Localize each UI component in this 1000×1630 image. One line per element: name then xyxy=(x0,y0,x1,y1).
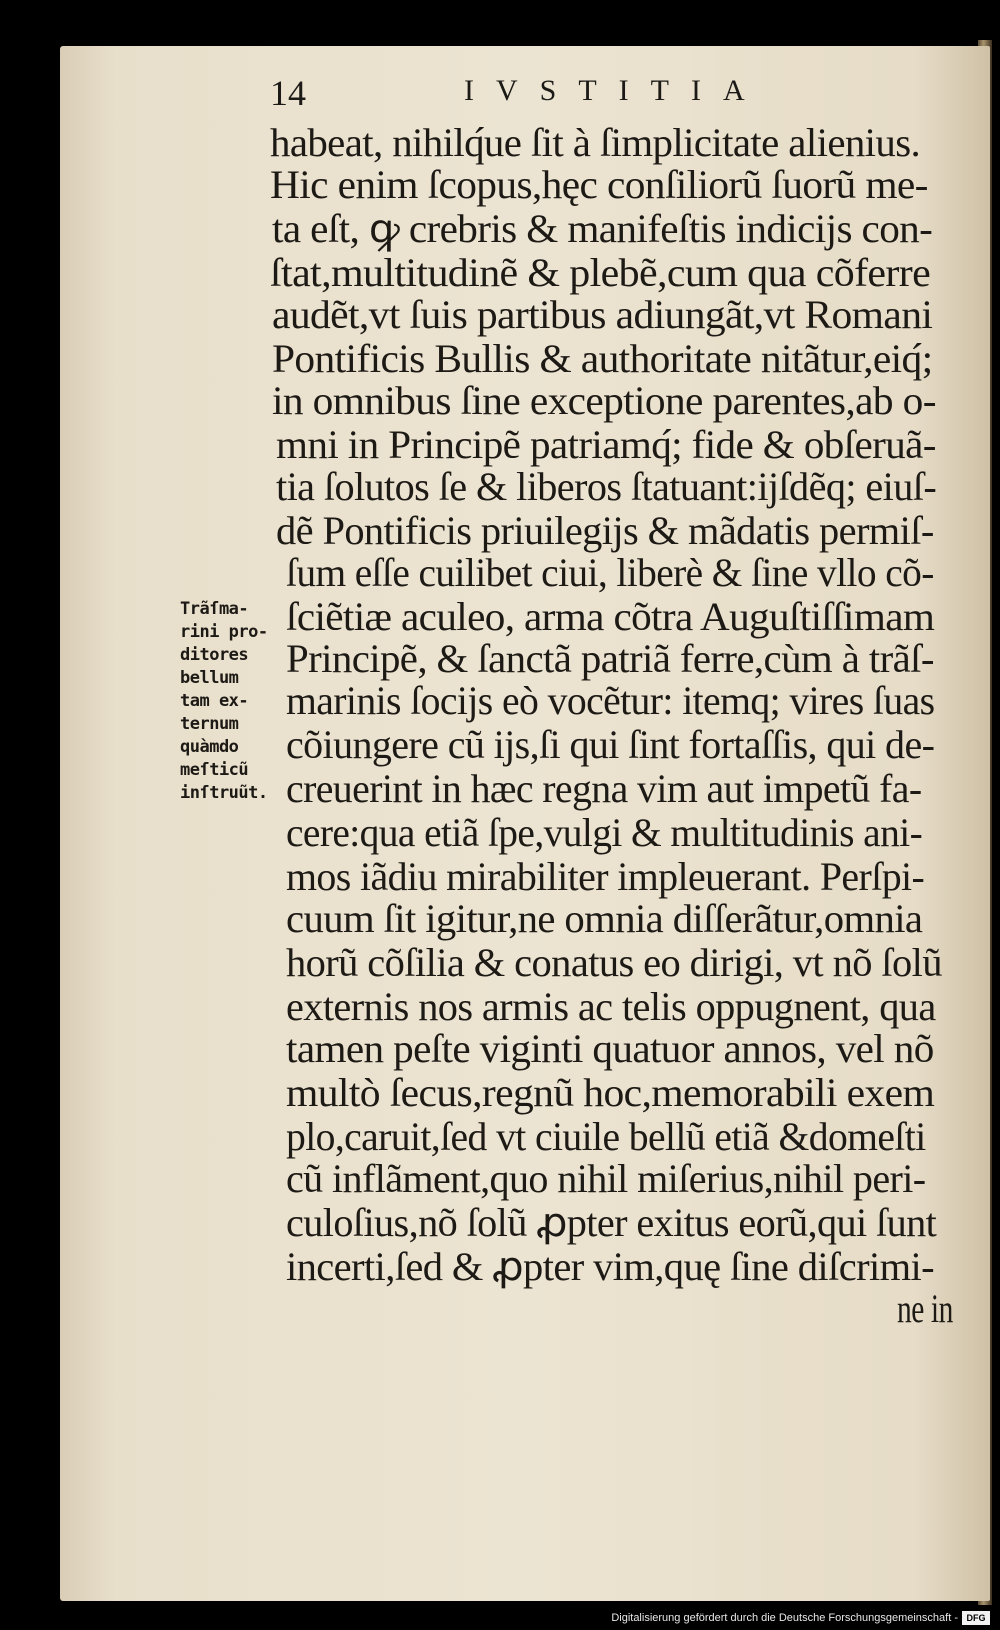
page-number: 14 xyxy=(270,73,306,113)
text-line: cuum ſit igitur,ne omnia diſſerãtur,omnia xyxy=(286,896,923,941)
text-line: culoſius,nõ ſolũ ꝓpter exitus eorũ,qui ſunt xyxy=(286,1200,937,1245)
marginal-note-line: ternum xyxy=(180,714,239,734)
text-line: Hic enim ſcopus,hęc conſiliorũ ſuorũ me- xyxy=(270,162,928,207)
dfg-logo: DFG xyxy=(962,1611,990,1625)
text-line: plo,caruit,ſed vt ciuile bellũ etiã &domeſti xyxy=(286,1114,926,1159)
text-line: tamen peſte viginti quatuor annos, vel nõ xyxy=(286,1026,934,1071)
text-line: audẽt,vt ſuis partibus adiungãt,vt Romani xyxy=(272,292,933,337)
text-line: in omnibus ſine exceptione parentes,ab o- xyxy=(272,378,936,423)
text-line: cõiungere cũ ijs,ſi qui ſint fortaſſis, qui de- xyxy=(286,722,935,767)
text-line: ta eſt, ꝙ crebris & manifeſtis indicijs con- xyxy=(272,206,933,251)
marginal-note-line: meſticũ xyxy=(180,760,249,780)
marginal-note-line: ditores xyxy=(180,645,249,665)
text-line: ſum eſſe cuilibet ciui, liberè & ſine vllo cõ- xyxy=(286,550,934,595)
marginal-note-line: inſtruũt. xyxy=(180,783,268,803)
marginal-note-line: rini pro- xyxy=(180,622,268,642)
text-line: multò ſecus,regnũ hoc,memorabili exem xyxy=(286,1070,935,1115)
text-line: ſtat,multitudinẽ & plebẽ,cum qua cõferre xyxy=(270,250,931,295)
text-line: horũ cõſilia & conatus eo dirigi, vt nõ ſolũ xyxy=(286,940,942,985)
text-line: cũ inflãment,quo nihil miſerius,nihil peri- xyxy=(286,1156,926,1201)
text-line: Principẽ, & ſanctã patriã ferre,cùm à trãſ- xyxy=(286,636,934,681)
marginal-note-line: tam ex- xyxy=(180,691,249,711)
text-line: ne in xyxy=(897,1286,953,1331)
running-title: IVSTITIA xyxy=(464,74,767,107)
marginal-note-line: Trãſma- xyxy=(180,599,249,619)
marginal-note-line: quàmdo xyxy=(180,737,239,757)
text-line: ſciẽtiæ aculeo, arma cõtra Auguſtiſſimam xyxy=(286,594,935,639)
marginal-note-line: bellum xyxy=(180,668,239,688)
funding-credit: Digitalisierung gefördert durch die Deutsche Forschungsgemeinschaft - xyxy=(611,1612,958,1624)
text-line: externis nos armis ac telis oppugnent, qua xyxy=(286,984,936,1029)
text-line: marinis ſocijs eò vocẽtur: itemq; vires ſuas xyxy=(286,678,935,723)
text-line: incerti,ſed & ꝓpter vim,quę ſine diſcrimi- xyxy=(286,1244,935,1289)
text-line: Pontificis Bullis & authoritate nitãtur,eiq́; xyxy=(272,336,933,381)
text-line: mos iãdiu mirabiliter impleuerant. Perſpi- xyxy=(286,854,925,899)
text-line: tia ſolutos ſe & liberos ſtatuant:ijſdẽq; eiuſ- xyxy=(276,464,937,509)
marginal-note xyxy=(180,598,272,808)
text-line: dẽ Pontificis priuilegijs & mãdatis permiſ- xyxy=(276,508,934,553)
text-line: mni in Principẽ patriamq́; fide & obſeruã- xyxy=(276,422,936,467)
text-line: creuerint in hæc regna vim aut impetũ fa- xyxy=(286,766,922,811)
text-line: cere:qua etiã ſpe,vulgi & multitudinis ani- xyxy=(286,810,923,855)
digitization-footer xyxy=(600,1610,994,1628)
text-line: habeat, nihilq́ue ſit à ſimplicitate alienius. xyxy=(270,120,921,165)
